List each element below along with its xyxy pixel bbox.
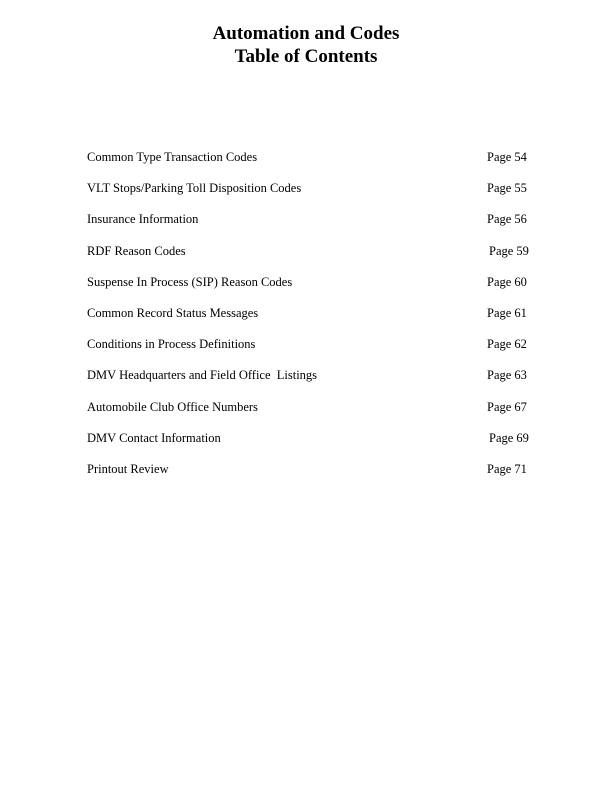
- document-title: Automation and Codes: [212, 23, 400, 44]
- toc-entry: [87, 243, 533, 274]
- toc-entry-label: Conditions in Process Definitions: [87, 337, 256, 352]
- toc-entry-page: Page 60: [487, 274, 527, 289]
- toc-entry-page: Page 54: [487, 150, 527, 164]
- toc-entry: [87, 274, 533, 305]
- toc-entry: [87, 305, 533, 336]
- toc-entry: [87, 367, 533, 398]
- toc-entry: [87, 336, 533, 367]
- toc-entry-label: Common Record Status Messages: [87, 305, 259, 320]
- toc-entry-page: Page 63: [487, 368, 527, 383]
- toc-entry-label: Common Type Transaction Codes: [87, 150, 258, 164]
- toc-entry-label: Automobile Club Office Numbers: [87, 399, 258, 414]
- toc-entry-label: Insurance Information: [87, 212, 199, 227]
- toc-entry-page: Page 69: [489, 430, 529, 445]
- table-of-contents: [87, 149, 533, 492]
- title-block: [0, 22, 612, 68]
- toc-entry-label: VLT Stops/Parking Toll Disposition Codes: [87, 181, 302, 196]
- toc-entry: [87, 180, 533, 211]
- toc-entry-page: Page 56: [487, 212, 527, 227]
- toc-entry-page: Page 61: [487, 305, 527, 320]
- toc-entry-page: Page 71: [487, 461, 527, 476]
- toc-entry: [87, 461, 533, 492]
- toc-entry: [87, 399, 533, 430]
- toc-entry-label: DMV Contact Information: [87, 430, 221, 445]
- toc-entry-page: Page 67: [487, 399, 527, 414]
- toc-entry-page: Page 62: [487, 337, 527, 352]
- toc-entry-label: DMV Headquarters and Field Office Listings: [87, 368, 318, 383]
- toc-entry-page: Page 55: [487, 181, 527, 196]
- document-subtitle: Table of Contents: [234, 46, 378, 67]
- toc-entry-label: RDF Reason Codes: [87, 243, 186, 258]
- toc-entry-page: Page 59: [489, 243, 529, 258]
- toc-entry: [87, 149, 533, 180]
- toc-entry: [87, 430, 533, 461]
- toc-entry-label: Suspense In Process (SIP) Reason Codes: [87, 274, 293, 289]
- toc-entry-label: Printout Review: [87, 461, 169, 476]
- toc-entry: [87, 211, 533, 242]
